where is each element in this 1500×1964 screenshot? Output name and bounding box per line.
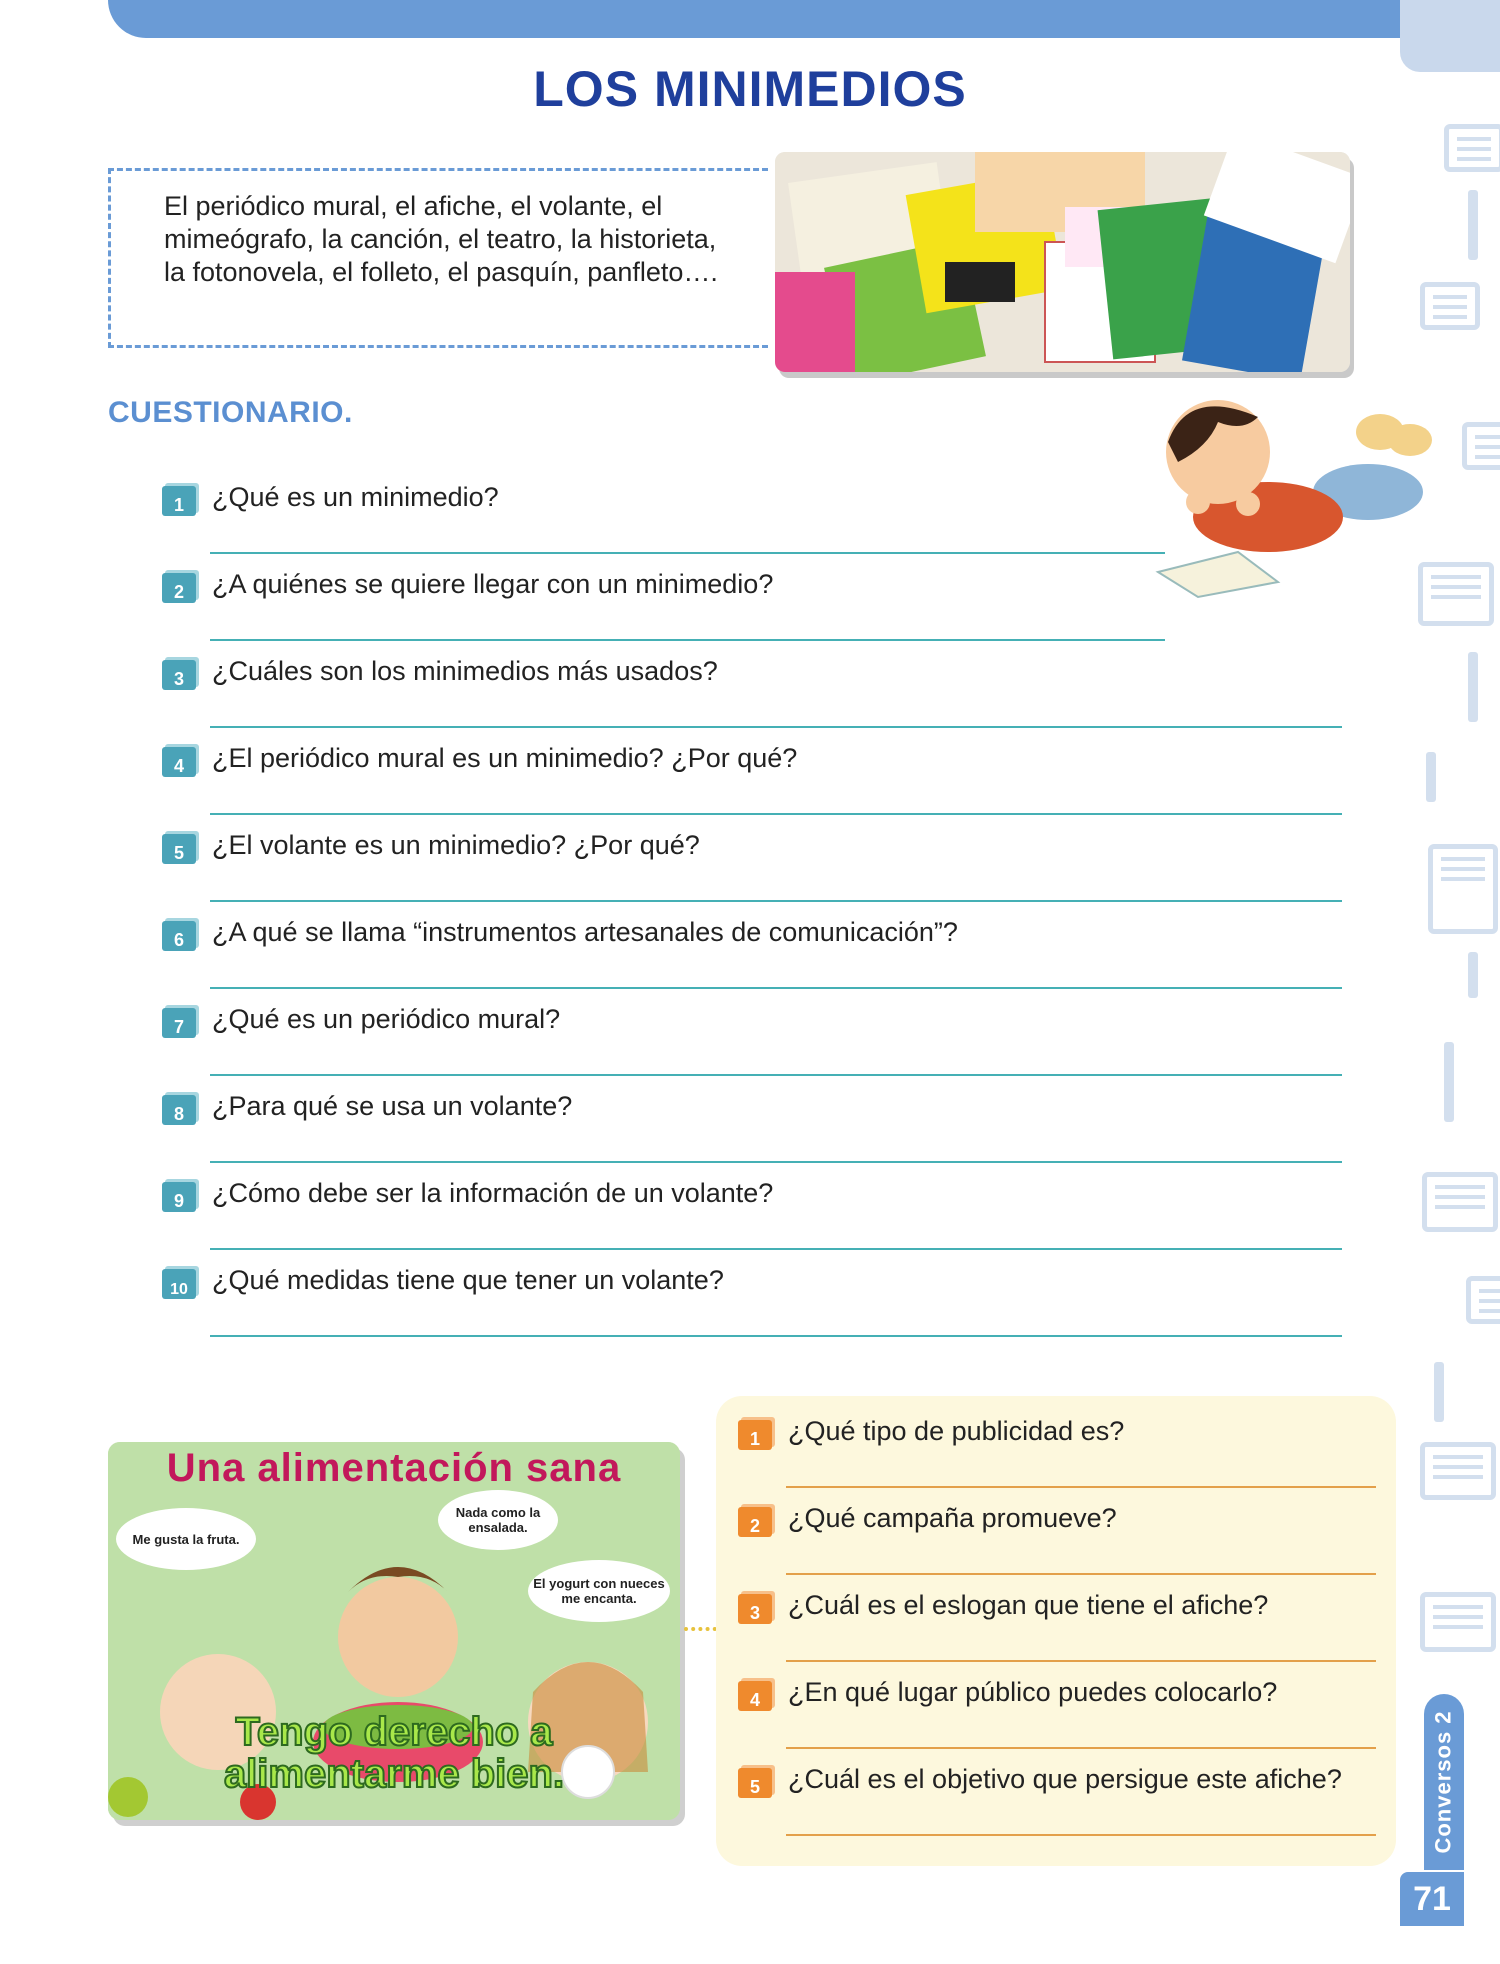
question-number-badge: 8 bbox=[162, 1095, 196, 1125]
answer-line[interactable] bbox=[210, 552, 1165, 554]
notebook-icon bbox=[1420, 1442, 1496, 1500]
poster-slogan-line2: alimentarme bien. bbox=[223, 1752, 565, 1796]
notebook-icon bbox=[1420, 1592, 1496, 1652]
speech-bubble: Me gusta la fruta. bbox=[116, 1508, 256, 1570]
question-text: ¿Cuál es el objetivo que persigue este afiche? bbox=[788, 1764, 1342, 1794]
question-text: ¿El volante es un minimedio? ¿Por qué? bbox=[212, 830, 700, 860]
notebook-icon bbox=[1428, 844, 1498, 934]
answer-line[interactable] bbox=[210, 813, 1342, 815]
answer-line[interactable] bbox=[210, 1335, 1342, 1337]
question-text: ¿Cuál es el eslogan que tiene el afiche? bbox=[788, 1590, 1269, 1620]
top-banner bbox=[108, 0, 1400, 38]
question-number-badge: 3 bbox=[738, 1594, 772, 1624]
answer-line[interactable] bbox=[210, 1161, 1342, 1163]
intro-text: El periódico mural, el afiche, el volante, el mimeógrafo, la canción, el teatro, la historieta, la fotonovela, el folleto, el pasquín, panfleto…. bbox=[164, 191, 718, 287]
answer-line[interactable] bbox=[210, 639, 1165, 641]
answer-line[interactable] bbox=[210, 726, 1342, 728]
question-text: ¿Qué es un minimedio? bbox=[212, 482, 499, 512]
speech-bubble: Nada como la ensalada. bbox=[438, 1490, 558, 1550]
answer-line[interactable] bbox=[786, 1747, 1376, 1749]
speech-bubble: El yogurt con nueces me encanta. bbox=[528, 1560, 670, 1622]
answer-line[interactable] bbox=[210, 987, 1342, 989]
question-text: ¿Qué campaña promueve? bbox=[788, 1503, 1117, 1533]
boy-reading-illustration bbox=[1148, 392, 1438, 622]
notebook-icon bbox=[1462, 422, 1500, 470]
page-number: 71 bbox=[1400, 1872, 1464, 1926]
answer-line[interactable] bbox=[210, 1248, 1342, 1250]
question-number-badge: 9 bbox=[162, 1182, 196, 1212]
question-text: ¿Para qué se usa un volante? bbox=[212, 1091, 573, 1121]
poster-questions-panel bbox=[716, 1396, 1396, 1866]
pencil-icon bbox=[1468, 652, 1478, 722]
healthy-eating-poster-image bbox=[108, 1442, 680, 1820]
question-number-badge: 7 bbox=[162, 1008, 196, 1038]
question-text: ¿Qué tipo de publicidad es? bbox=[788, 1416, 1125, 1446]
poster-slogan-line1: Tengo derecho a bbox=[235, 1710, 553, 1754]
answer-line[interactable] bbox=[210, 900, 1342, 902]
page-title: LOS MINIMEDIOS bbox=[533, 61, 967, 117]
pencil-icon bbox=[1434, 1362, 1444, 1422]
question-text: ¿En qué lugar público puedes colocarlo? bbox=[788, 1677, 1278, 1707]
answer-line[interactable] bbox=[786, 1486, 1376, 1488]
book-tab-label: Conversos 2 bbox=[1431, 1710, 1456, 1854]
question-text: ¿El periódico mural es un minimedio? ¿Por qué? bbox=[212, 743, 798, 773]
pencil-icon bbox=[1444, 1042, 1454, 1122]
section-heading: CUESTIONARIO. bbox=[108, 396, 353, 429]
pencil-icon bbox=[1468, 190, 1478, 260]
pencil-icon bbox=[1468, 952, 1478, 998]
side-decoration-strip bbox=[1400, 72, 1500, 1964]
pencil-icon bbox=[1426, 752, 1436, 802]
question-number-badge: 4 bbox=[738, 1681, 772, 1711]
answer-line[interactable] bbox=[210, 1074, 1342, 1076]
question-number-badge: 10 bbox=[162, 1269, 196, 1299]
notebook-icon bbox=[1422, 1172, 1498, 1232]
question-number-badge: 5 bbox=[738, 1768, 772, 1798]
answer-line[interactable] bbox=[786, 1660, 1376, 1662]
flyers-collage-image bbox=[775, 152, 1350, 372]
question-number-badge: 2 bbox=[162, 573, 196, 603]
poster-title: Una alimentación sana bbox=[166, 1446, 622, 1490]
question-text: ¿Cómo debe ser la información de un volante? bbox=[212, 1178, 774, 1208]
question-number-badge: 2 bbox=[738, 1507, 772, 1537]
question-text: ¿Qué es un periódico mural? bbox=[212, 1004, 561, 1034]
notebook-icon bbox=[1420, 282, 1480, 330]
notebook-icon bbox=[1444, 124, 1500, 172]
notebook-icon bbox=[1466, 1276, 1500, 1324]
question-number-badge: 1 bbox=[162, 486, 196, 516]
answer-line[interactable] bbox=[786, 1834, 1376, 1836]
question-number-badge: 5 bbox=[162, 834, 196, 864]
question-number-badge: 6 bbox=[162, 921, 196, 951]
question-number-badge: 1 bbox=[738, 1420, 772, 1450]
question-text: ¿A qué se llama “instrumentos artesanales de comunicación”? bbox=[212, 917, 958, 947]
question-text: ¿Cuáles son los minimedios más usados? bbox=[212, 656, 718, 686]
question-number-badge: 4 bbox=[162, 747, 196, 777]
question-number-badge: 3 bbox=[162, 660, 196, 690]
answer-line[interactable] bbox=[786, 1573, 1376, 1575]
question-text: ¿A quiénes se quiere llegar con un minimedio? bbox=[212, 569, 774, 599]
question-text: ¿Qué medidas tiene que tener un volante? bbox=[212, 1265, 724, 1295]
